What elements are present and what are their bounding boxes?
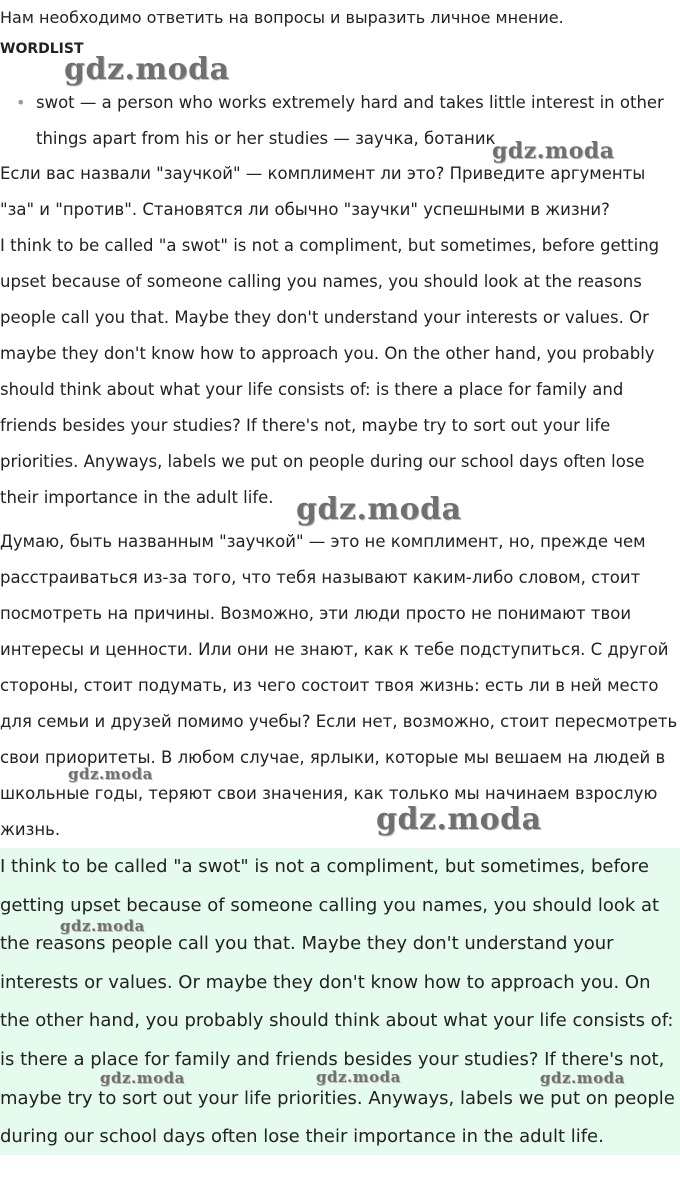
question-text: Если вас назвали "заучкой" — комплимент ли это? Приведите аргументы "за" и "против". Становятся ли обычно "заучки" успешными в жизни? xyxy=(0,164,646,219)
watermark-logo: gdz.moda xyxy=(316,1068,401,1086)
watermark-logo: gdz.moda xyxy=(100,1069,185,1087)
wordlist-item: swot — a person who works extremely hard and takes little interest in other things apart from his or her studies — заучка, ботаник xyxy=(36,93,664,148)
wordlist-heading: WORDLIST xyxy=(0,41,84,57)
intro-text: Нам необходимо ответить на вопросы и выразить личное мнение. xyxy=(0,8,564,27)
highlighted-answer-text: I think to be called "a swot" is not a compliment, but sometimes, before getting upset because of someone calling you names, you should look at the reasons people call you that. Maybe they don't understand your interests or values. Or maybe they don't know how to approach you. On the other hand, you probably should think about what your life consists of: is there a place for family and friends besides your studies? If there's not, maybe try to sort out your life priorities. Anyways, labels we put on people during our school days often lose their importance in the adult life. xyxy=(0,856,675,1148)
watermark-logo: gdz.moda xyxy=(60,917,145,935)
watermark-logo: gdz.moda xyxy=(64,52,230,87)
answer-russian: Думаю, быть названным "заучкой" — это не комплимент, но, прежде чем расстраиваться из-за того, что тебя называют каким-либо словом, стоит посмотреть на причины. Возможно, эти люди просто не понимают твои интересы и ценности. Или они не знают, как к тебе подступиться. С другой стороны, стоит подумать, из чего состоит твоя жизнь: есть ли в ней место для семьи и друзей помимо учебы? Если нет, возможно, стоит пересмотреть свои приоритеты. В любом случае, ярлыки, которые мы вешаем на людей в школьные годы, теряют свои значения, как только мы начинаем взрослую жизнь. xyxy=(0,532,678,839)
watermark-logo: gdz.moda xyxy=(376,802,542,837)
answer-english: I think to be called "a swot" is not a compliment, but sometimes, before getting upset because of someone calling you names, you should look at the reasons people call you that. Maybe they don't understand your interests or values. Or maybe they don't know how to approach you. On the other hand, you probably should think about what your life consists of: is there a place for family and friends besides your studies? If there's not, maybe try to sort out your life priorities. Anyways, labels we put on people during our school days often lose their importance in the adult life. xyxy=(0,236,660,507)
watermark-logo: gdz.moda xyxy=(540,1069,625,1087)
watermark-logo: gdz.moda xyxy=(492,138,615,164)
bullet-icon: • xyxy=(16,93,26,112)
watermark-logo: gdz.moda xyxy=(296,492,462,527)
watermark-logo: gdz.moda xyxy=(68,765,153,783)
